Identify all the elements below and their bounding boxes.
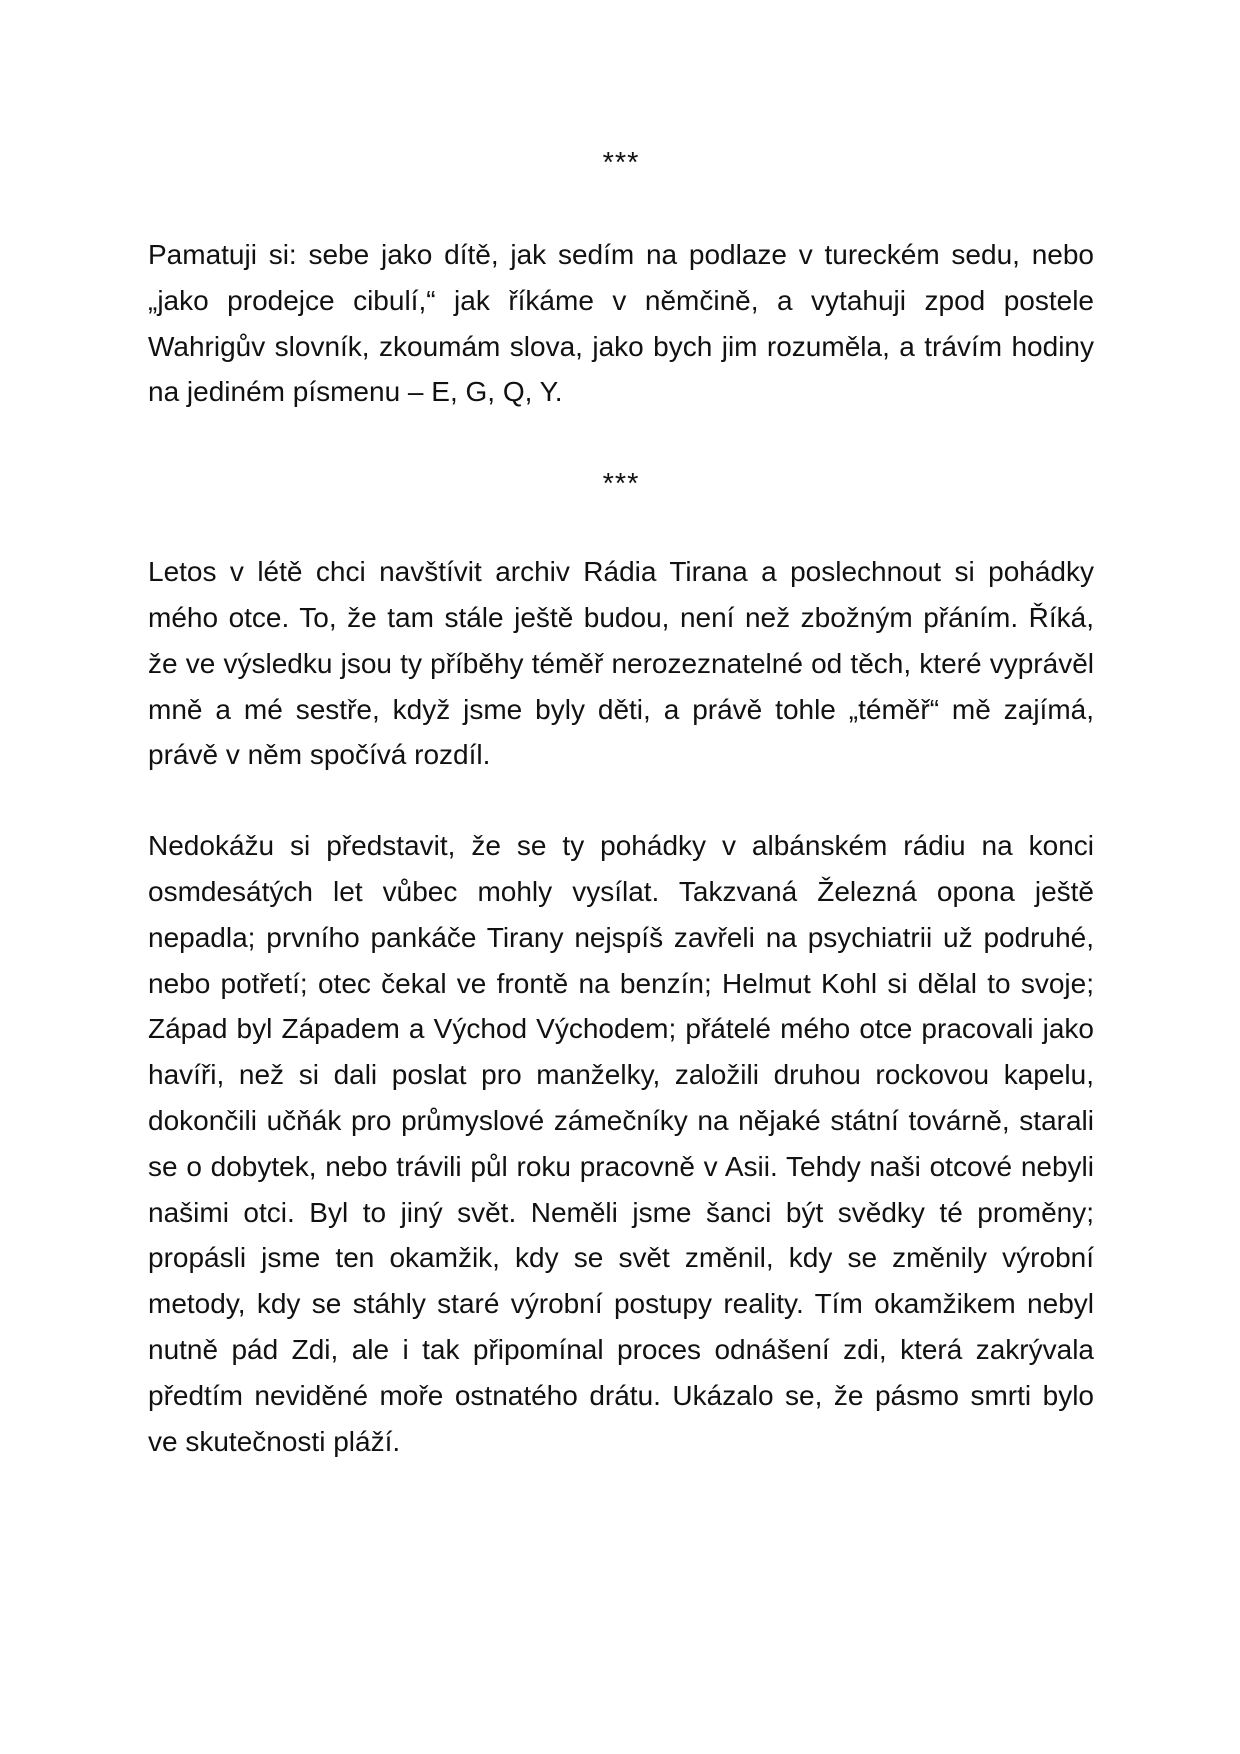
- paragraph-radio-archive: Letos v létě chci navštívit archiv Rádia Tirana a poslechnout si pohádky mého otce. To, že tam stále ještě budou, není než zbožným přáním. Říká, že ve výsledku jsou ty příběhy téměř nerozeznatelné od těch, které vyprávěl mně a mé sestře, když jsme byly děti, a právě tohle „téměř“ mě zajímá, právě v něm spočívá rozdíl.: [148, 556, 1094, 771]
- paragraph-eighties: Nedokážu si představit, že se ty pohádky v albánském rádiu na konci osmdesátých let vůbec mohly vysílat. Takzvaná Železná opona ještě nepadla; prvního pankáče Tirany nejspíš zavřeli na psychiatrii už podruhé, nebo potřetí; otec čekal ve frontě na benzín; Helmut Kohl si dělal to svoje; Západ byl Západem a Východ Východem; přátelé mého otce pracovali jako havíři, než si dali poslat pro manželky, založili druhou rockovou kapelu, dokončili učňák pro průmyslové zámečníky na nějaké státní továrně, starali se o dobytek, nebo trávili půl roku pracovně v Asii. Tehdy naši otcové nebyli našimi otci. Byl to jiný svět. Neměli jsme šanci být svědky té proměny; propásli jsme ten okamžik, kdy se svět změnil, kdy se změnily výrobní metody, kdy se stáhly staré výrobní postupy reality. Tím okamžikem nebyl nutně pád Zdi, ale i tak připomínal proces odnášení zdi, která zakrývala předtím neviděné moře ostnatého drátu. Ukázalo se, že pásmo smrti bylo ve skutečnosti pláží.: [148, 830, 1094, 1457]
- section-separator: ***: [602, 468, 640, 501]
- section-separator: ***: [602, 147, 640, 179]
- page-content: [148, 140, 1094, 1464]
- paragraph-memory: Pamatuji si: sebe jako dítě, jak sedím na podlaze v tureckém sedu, nebo „jako prodejce cibulí,“ jak říkáme v němčině, a vytahuji zpod postele Wahrigův slovník, zkoumám slova, jako bych jim rozuměla, a trávím hodiny na jediném písmenu – E, G, Q, Y.: [148, 239, 1094, 408]
